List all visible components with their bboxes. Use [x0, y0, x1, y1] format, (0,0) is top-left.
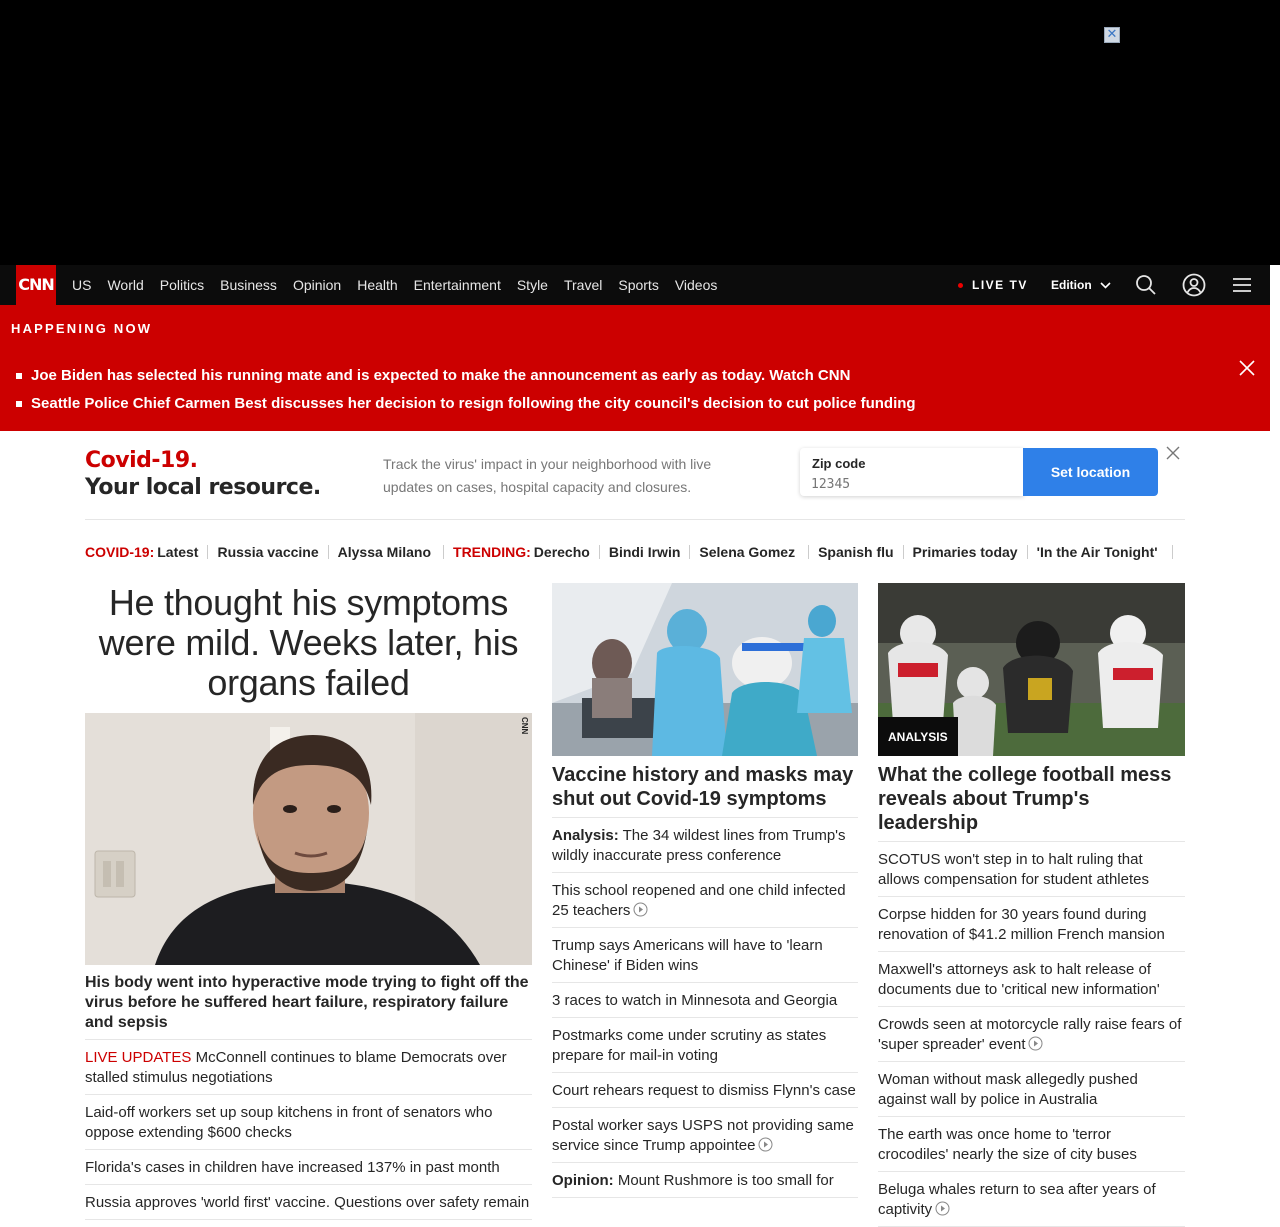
- nav-link-style[interactable]: Style: [516, 277, 548, 293]
- list-item[interactable]: [552, 818, 858, 873]
- zip-code-input[interactable]: [811, 475, 1011, 493]
- list-item[interactable]: [878, 1007, 1185, 1062]
- story-list: [878, 842, 1185, 1227]
- list-item[interactable]: [552, 1073, 858, 1108]
- nav-link-business[interactable]: Business: [220, 277, 277, 293]
- list-item[interactable]: [878, 1117, 1185, 1172]
- list-item[interactable]: [85, 1150, 532, 1185]
- covid-latest-text: Latest: [157, 544, 199, 560]
- list-item[interactable]: [85, 1095, 532, 1150]
- trending-link[interactable]: Bindi Irwin: [608, 544, 681, 560]
- divider: [1172, 545, 1173, 559]
- story-text: Corpse hidden for 30 years found during renovation of $41.2 million French mansion: [878, 906, 1165, 943]
- list-item[interactable]: [85, 1040, 532, 1095]
- live-dot-icon: [958, 283, 963, 288]
- story-list: [85, 1040, 532, 1220]
- bullet-icon: [16, 373, 22, 379]
- covid-title: [85, 447, 321, 501]
- breaking-news-banner: [0, 305, 1270, 431]
- analysis-badge: ANALYSIS: [878, 717, 958, 756]
- story-text: Woman without mask allegedly pushed against wall by police in Australia: [878, 1071, 1138, 1108]
- divider: [599, 545, 600, 559]
- advertisement-area: [0, 0, 1280, 265]
- breaking-item-text: Seattle Police Chief Carmen Best discusses her decision to resign following the city council's decision to cut police funding: [31, 395, 916, 412]
- nav-link-sports[interactable]: Sports: [618, 277, 659, 293]
- list-item[interactable]: [552, 928, 858, 983]
- covid-title-red: Covid-19.: [85, 448, 198, 473]
- lead-story-column: [85, 583, 532, 1220]
- top-nav: [0, 265, 1270, 305]
- set-location-button[interactable]: Set location: [1023, 448, 1158, 496]
- video-play-icon: [1028, 1036, 1043, 1051]
- divider: [1027, 545, 1028, 559]
- story-text: McConnell continues to blame Democrats over stalled stimulus negotiations: [85, 1049, 507, 1086]
- edition-dropdown[interactable]: [1051, 278, 1111, 292]
- nav-link-health[interactable]: Health: [357, 277, 398, 293]
- list-item[interactable]: [552, 873, 858, 928]
- trending-link[interactable]: Russia vaccine: [217, 544, 319, 560]
- video-play-icon: [758, 1137, 773, 1152]
- football-story-image[interactable]: [878, 583, 1185, 756]
- trending-link[interactable]: Spanish flu: [818, 544, 894, 560]
- story-text: SCOTUS won't step in to halt ruling that allows compensation for student athletes: [878, 851, 1149, 888]
- lead-headline[interactable]: He thought his symptoms were mild. Weeks later, his organs failed: [98, 582, 519, 703]
- covid-title-dark: Your local resource.: [85, 475, 321, 500]
- trending-link[interactable]: Alyssa Milano: [337, 544, 432, 560]
- breaking-item[interactable]: [16, 367, 916, 395]
- story-text: Postmarks come under scrutiny as states prepare for mail-in voting: [552, 1027, 827, 1064]
- video-play-icon: [935, 1201, 950, 1216]
- lead-story-image[interactable]: [85, 713, 532, 965]
- story-text: The earth was once home to 'terror crocodiles' nearly the size of city buses: [878, 1126, 1137, 1163]
- football-headline[interactable]: What the college football mess reveals about Trump's leadership: [878, 763, 1185, 842]
- chevron-down-icon: [1100, 282, 1111, 289]
- story-text: Russia approves 'world first' vaccine. Questions over safety remain: [85, 1194, 530, 1211]
- story-label: Analysis:: [552, 827, 619, 844]
- story-label: LIVE UPDATES: [85, 1049, 192, 1066]
- search-icon[interactable]: [1135, 274, 1157, 296]
- vaccine-headline[interactable]: Vaccine history and masks may shut out Covid-19 symptoms: [552, 763, 858, 818]
- story-text: Court rehears request to dismiss Flynn's case: [552, 1082, 856, 1099]
- divider: [328, 545, 329, 559]
- cnn-logo[interactable]: CNN: [16, 265, 56, 305]
- list-item[interactable]: [85, 1185, 532, 1220]
- second-column: [552, 583, 858, 1198]
- list-item[interactable]: [552, 983, 858, 1018]
- covid-description: Track the virus' impact in your neighborhood with live updates on cases, hospital capacity and closures.: [383, 456, 712, 495]
- nav-link-opinion[interactable]: Opinion: [292, 277, 342, 293]
- divider: [903, 545, 904, 559]
- lead-subhead[interactable]: His body went into hyperactive mode trying to fight off the virus before he suffered heart failure, respiratory failure and sepsis: [85, 973, 532, 1040]
- trending-derecho-text: Derecho: [533, 544, 590, 560]
- divider: [207, 545, 208, 559]
- story-text: Postal worker says USPS not providing same service since Trump appointee: [552, 1117, 854, 1154]
- bullet-icon: [16, 401, 22, 407]
- nav-links: [72, 265, 733, 305]
- trending-link[interactable]: Primaries today: [912, 544, 1018, 560]
- man-portrait-image: [85, 713, 532, 965]
- story-text: Mount Rushmore is too small for: [613, 1172, 834, 1189]
- story-text: Crowds seen at motorcycle rally raise fears of 'super spreader' event: [878, 1016, 1182, 1053]
- list-item[interactable]: [878, 842, 1185, 897]
- breaking-item-text: Joe Biden has selected his running mate and is expected to make the announcement as early as today. Watch CNN: [31, 367, 851, 384]
- breaking-list: [16, 367, 916, 423]
- trending-derecho-link[interactable]: [453, 544, 590, 560]
- account-icon[interactable]: [1182, 273, 1206, 297]
- covid-local-resource: [85, 431, 1185, 520]
- list-item[interactable]: [878, 952, 1185, 1007]
- close-icon[interactable]: [1166, 446, 1180, 460]
- trending-link[interactable]: 'In the Air Tonight': [1036, 544, 1158, 560]
- story-text: 3 races to watch in Minnesota and Georgia: [552, 992, 838, 1009]
- edition-label: Edition: [1051, 278, 1092, 292]
- divider: [808, 545, 809, 559]
- story-text: This school reopened and one child infected 25 teachers: [552, 882, 846, 919]
- covid-latest-link[interactable]: [85, 544, 198, 560]
- medical-workers-image: [552, 583, 858, 756]
- story-label: Opinion:: [552, 1172, 614, 1189]
- list-item[interactable]: [878, 1172, 1185, 1227]
- vaccine-story-image[interactable]: [552, 583, 858, 756]
- list-item[interactable]: [552, 1163, 858, 1198]
- list-item[interactable]: [878, 1062, 1185, 1117]
- breaking-label: HAPPENING NOW: [11, 321, 153, 336]
- trending-label: TRENDING:: [453, 544, 531, 560]
- story-text: The 34 wildest lines from Trump's wildly inaccurate press conference: [552, 827, 846, 864]
- nav-link-travel[interactable]: Travel: [563, 277, 603, 293]
- trending-link[interactable]: Selena Gomez: [699, 544, 796, 560]
- live-tv-label: LIVE TV: [972, 278, 1028, 292]
- list-item[interactable]: [878, 897, 1185, 952]
- video-play-icon: [633, 902, 648, 917]
- story-text: Maxwell's attorneys ask to halt release of documents due to 'critical new information': [878, 961, 1160, 998]
- story-text: Trump says Americans will have to 'learn Chinese' if Biden wins: [552, 937, 823, 974]
- list-item[interactable]: [552, 1108, 858, 1163]
- close-icon[interactable]: [1238, 359, 1256, 377]
- nav-link-entertainment[interactable]: Entertainment: [413, 277, 501, 293]
- story-text: Laid-off workers set up soup kitchens in front of senators who oppose extending $600 checks: [85, 1104, 493, 1141]
- story-list: [552, 818, 858, 1198]
- divider: [689, 545, 690, 559]
- live-tv-link[interactable]: [958, 278, 1028, 292]
- nav-link-politics[interactable]: Politics: [159, 277, 205, 293]
- menu-icon[interactable]: [1232, 274, 1252, 296]
- trending-bar: [85, 543, 1185, 561]
- nav-link-videos[interactable]: Videos: [674, 277, 718, 293]
- nav-link-world[interactable]: World: [107, 277, 144, 293]
- zip-code-box: [800, 448, 1024, 496]
- story-text: Florida's cases in children have increased 137% in past month: [85, 1159, 500, 1176]
- list-item[interactable]: [552, 1018, 858, 1073]
- divider: [443, 545, 444, 559]
- zip-code-label: Zip code: [812, 456, 866, 471]
- nav-link-us[interactable]: US: [72, 277, 92, 293]
- covid-label: COVID-19:: [85, 544, 155, 560]
- ad-close-icon[interactable]: ✕: [1104, 27, 1120, 43]
- story-text: Beluga whales return to sea after years of captivity: [878, 1181, 1156, 1218]
- breaking-item[interactable]: [16, 395, 916, 423]
- third-column: [878, 583, 1185, 1227]
- cnn-watermark: CNN: [520, 717, 529, 735]
